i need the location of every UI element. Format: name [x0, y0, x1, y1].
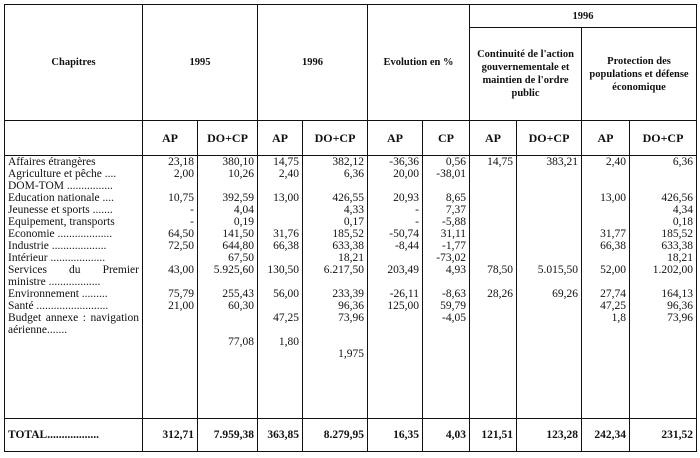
value-cell: 47,25 — [273, 312, 299, 324]
value-cell: 0,56 — [445, 156, 467, 168]
value-column-0 — [143, 156, 198, 419]
value-cell: - — [190, 204, 194, 216]
value-cell: 52,00 — [600, 264, 627, 276]
budget-table — [4, 4, 697, 452]
value-cell: 56,00 — [273, 288, 299, 300]
value-cell: 633,38 — [332, 240, 364, 252]
value-cell — [520, 240, 578, 252]
value-cell — [633, 168, 693, 180]
value-cell: 67,50 — [228, 252, 254, 264]
value-cell: 47,25 — [600, 300, 627, 312]
value-cell: 73,96 — [338, 312, 364, 324]
value-cell — [261, 180, 299, 192]
value-cell: 60,30 — [228, 300, 254, 312]
chapter-label-7: Industrie ................... — [8, 240, 107, 252]
value-cell — [426, 336, 466, 348]
value-cell: 13,00 — [600, 192, 627, 204]
value-cell: 23,18 — [168, 156, 194, 168]
total-value-1: 7.959,38 — [198, 419, 258, 452]
value-cell: 203,49 — [387, 264, 419, 276]
value-cell — [261, 300, 299, 312]
value-cell: -26,11 — [389, 288, 419, 300]
value-column-7 — [517, 156, 582, 419]
total-value-8: 242,34 — [582, 419, 630, 452]
value-cell: 0,19 — [233, 216, 254, 228]
value-cell — [473, 300, 513, 312]
value-cell: 426,55 — [332, 192, 364, 204]
value-cell: 72,50 — [168, 240, 194, 252]
value-cell — [520, 336, 578, 348]
value-column-5 — [423, 156, 470, 419]
value-cell: 59,79 — [440, 300, 467, 312]
value-cell: -8,44 — [395, 240, 419, 252]
value-cell: -5,88 — [442, 216, 467, 228]
value-cell: 2,40 — [278, 168, 299, 180]
value-cell: 78,50 — [487, 264, 514, 276]
value-cell: 383,21 — [546, 156, 579, 168]
value-column-6 — [470, 156, 517, 419]
chapter-label-10: Environnement ......... — [8, 288, 108, 300]
chapter-label-0: Affaires étrangères — [8, 156, 96, 168]
value-cell: 6,36 — [343, 168, 364, 180]
value-cell — [371, 336, 419, 348]
value-cell: 31,77 — [600, 228, 627, 240]
value-column-2 — [258, 156, 303, 419]
value-cell: -73,02 — [436, 252, 467, 264]
value-cell: 380,10 — [222, 156, 254, 168]
value-cell — [585, 348, 626, 360]
value-cell: 75,79 — [168, 288, 194, 300]
value-cell: -50,74 — [389, 228, 419, 240]
value-cell: 1.202,00 — [652, 264, 694, 276]
header-1995: 1995 — [143, 5, 258, 121]
header-evolution: Evolution en % — [368, 5, 470, 121]
chapter-labels — [5, 156, 143, 419]
value-cell: 28,26 — [487, 288, 514, 300]
value-cell: 96,36 — [667, 300, 694, 312]
subheader-4: AP — [368, 121, 423, 156]
value-cell: 14,75 — [273, 156, 299, 168]
value-cell: 4,34 — [672, 204, 694, 216]
value-cell — [473, 228, 513, 240]
header-1996: 1996 — [258, 5, 368, 121]
value-cell — [520, 180, 578, 192]
value-cell: 185,52 — [661, 228, 694, 240]
header-protection: Protection des populations et défense économique — [582, 28, 697, 121]
value-cell — [426, 180, 466, 192]
value-cell — [473, 240, 513, 252]
value-cell — [585, 204, 626, 216]
value-cell — [146, 312, 194, 336]
value-cell — [473, 216, 513, 228]
body-row — [5, 156, 697, 419]
value-cell: - — [190, 216, 194, 228]
value-cell — [261, 204, 299, 216]
value-cell — [585, 336, 626, 348]
value-cell: 0,17 — [343, 216, 364, 228]
value-cell: 1,975 — [338, 348, 364, 360]
value-column-9 — [630, 156, 697, 419]
value-cell — [520, 312, 578, 336]
total-row — [5, 419, 697, 452]
header-chapitres: Chapitres — [5, 5, 143, 121]
value-cell: 10,26 — [228, 168, 254, 180]
chapter-label-9: Services du Premier ministre .................. — [8, 264, 139, 288]
value-cell: 5.015,50 — [537, 264, 579, 276]
subheader-0: AP — [143, 121, 198, 156]
value-cell: 4,04 — [233, 204, 254, 216]
subheader-row — [5, 121, 697, 156]
value-cell — [261, 216, 299, 228]
value-cell — [585, 252, 626, 264]
value-cell: 14,75 — [487, 156, 514, 168]
value-cell: 1,8 — [611, 312, 627, 324]
value-cell — [520, 192, 578, 204]
value-cell: 18,21 — [338, 252, 364, 264]
value-cell: -38,01 — [436, 168, 467, 180]
value-cell: 633,38 — [661, 240, 694, 252]
value-cell: 43,00 — [168, 264, 194, 276]
value-cell — [520, 300, 578, 312]
value-cell — [371, 348, 419, 360]
value-cell: 21,00 — [168, 300, 194, 312]
value-cell — [520, 348, 578, 360]
value-cell — [585, 180, 626, 192]
value-cell — [520, 252, 578, 264]
value-cell: 130,50 — [267, 264, 299, 276]
value-cell — [146, 336, 194, 348]
value-cell: 20,00 — [393, 168, 419, 180]
total-value-4: 16,35 — [368, 419, 423, 452]
subheader-8: AP — [582, 121, 630, 156]
value-column-3 — [303, 156, 368, 419]
total-value-6: 121,51 — [470, 419, 517, 452]
value-cell — [306, 336, 364, 348]
value-cell — [146, 252, 194, 264]
value-cell — [261, 252, 299, 264]
value-cell: 31,11 — [440, 228, 467, 240]
header-continuite: Continuité de l'action gouvernementale et maintien de l'ordre public — [470, 28, 582, 121]
value-cell — [371, 312, 419, 336]
chapter-label-8: Intérieur ................... — [8, 252, 106, 264]
value-cell: -4,05 — [442, 312, 467, 324]
value-cell — [633, 336, 693, 348]
value-cell: 66,38 — [273, 240, 299, 252]
value-cell — [473, 180, 513, 192]
value-cell — [473, 192, 513, 204]
subheader-7: DO+CP — [517, 121, 582, 156]
subheader-2: AP — [258, 121, 303, 156]
value-cell: 4,93 — [445, 264, 467, 276]
subheader-9: DO+CP — [630, 121, 697, 156]
value-cell: 7,37 — [445, 204, 467, 216]
value-cell: 2,00 — [173, 168, 194, 180]
value-cell: 96,36 — [338, 300, 364, 312]
value-cell — [371, 180, 419, 192]
value-cell — [306, 180, 364, 192]
chapter-label-2: DOM-TOM ................ — [8, 180, 113, 192]
total-value-3: 8.279,95 — [303, 419, 368, 452]
value-cell — [520, 204, 578, 216]
value-cell: 255,43 — [222, 288, 254, 300]
value-cell — [585, 216, 626, 228]
value-cell: 5.925,60 — [213, 264, 254, 276]
value-cell: 141,50 — [222, 228, 254, 240]
value-cell: 8,65 — [445, 192, 467, 204]
value-cell — [520, 216, 578, 228]
value-cell: -1,77 — [442, 240, 467, 252]
value-cell: - — [415, 216, 419, 228]
chapter-label-12: Budget annexe : navigation aérienne....... — [8, 312, 139, 336]
value-cell — [633, 180, 693, 192]
total-value-9: 231,52 — [630, 419, 697, 452]
value-cell: 31,76 — [273, 228, 299, 240]
value-cell — [426, 348, 466, 360]
value-cell: 20,93 — [393, 192, 419, 204]
subheader-6: AP — [470, 121, 517, 156]
chapter-label-11: Santé ......................... — [8, 300, 109, 312]
header-1996-right: 1996 — [470, 5, 697, 28]
value-cell — [473, 312, 513, 336]
subheader-1: DO+CP — [198, 121, 258, 156]
subheader-blank — [5, 121, 143, 156]
value-cell: 382,12 — [332, 156, 364, 168]
value-cell: - — [415, 204, 419, 216]
value-cell — [520, 228, 578, 240]
value-cell: 392,59 — [222, 192, 254, 204]
chapter-label-6: Economie ................... — [8, 228, 113, 240]
value-cell: -36,36 — [389, 156, 419, 168]
value-column-8 — [582, 156, 630, 419]
value-cell: 66,38 — [600, 240, 627, 252]
value-cell — [520, 168, 578, 180]
value-cell — [473, 252, 513, 264]
value-cell: 13,00 — [273, 192, 299, 204]
value-cell — [585, 168, 626, 180]
value-cell — [201, 348, 254, 360]
total-value-2: 363,85 — [258, 419, 303, 452]
total-value-7: 123,28 — [517, 419, 582, 452]
value-cell: 6,36 — [672, 156, 694, 168]
chapter-label-5: Equipement, transports — [8, 216, 115, 228]
chapter-label-14 — [8, 348, 139, 360]
value-cell — [473, 168, 513, 180]
value-cell: 10,75 — [168, 192, 194, 204]
value-cell — [633, 348, 693, 360]
value-cell: 233,39 — [332, 288, 364, 300]
value-cell — [473, 348, 513, 360]
value-cell: 164,13 — [661, 288, 694, 300]
subheader-5: CP — [423, 121, 470, 156]
value-cell — [261, 348, 299, 360]
value-cell: 69,26 — [552, 288, 579, 300]
value-cell: -8,63 — [442, 288, 467, 300]
value-column-1 — [198, 156, 258, 419]
chapter-label-3: Education nationale .... — [8, 192, 115, 204]
value-cell: 2,40 — [605, 156, 627, 168]
value-cell: 185,52 — [332, 228, 364, 240]
value-cell — [146, 180, 194, 192]
value-cell: 1,80 — [278, 336, 299, 348]
value-cell: 18,21 — [667, 252, 694, 264]
value-cell — [201, 180, 254, 192]
value-cell — [473, 204, 513, 216]
value-column-4 — [368, 156, 423, 419]
value-cell: 426,56 — [661, 192, 694, 204]
value-cell: 77,08 — [228, 336, 254, 348]
value-cell — [371, 252, 419, 264]
value-cell: 6.217,50 — [323, 264, 364, 276]
value-cell: 64,50 — [168, 228, 194, 240]
value-cell — [146, 348, 194, 360]
value-cell: 27,74 — [600, 288, 627, 300]
value-cell: 0,18 — [672, 216, 694, 228]
value-cell: 73,96 — [667, 312, 694, 324]
total-value-5: 4,03 — [423, 419, 470, 452]
value-cell — [473, 336, 513, 348]
total-value-0: 312,71 — [143, 419, 198, 452]
total-label: TOTAL.................. — [5, 419, 143, 452]
value-cell: 4,33 — [343, 204, 364, 216]
chapter-label-1: Agriculture et pêche .... — [8, 168, 117, 180]
chapter-label-13 — [8, 336, 139, 348]
value-cell: 125,00 — [387, 300, 419, 312]
value-cell: 644,80 — [222, 240, 254, 252]
subheader-3: DO+CP — [303, 121, 368, 156]
chapter-label-4: Jeunesse et sports ....... — [8, 204, 113, 216]
value-cell — [201, 312, 254, 336]
